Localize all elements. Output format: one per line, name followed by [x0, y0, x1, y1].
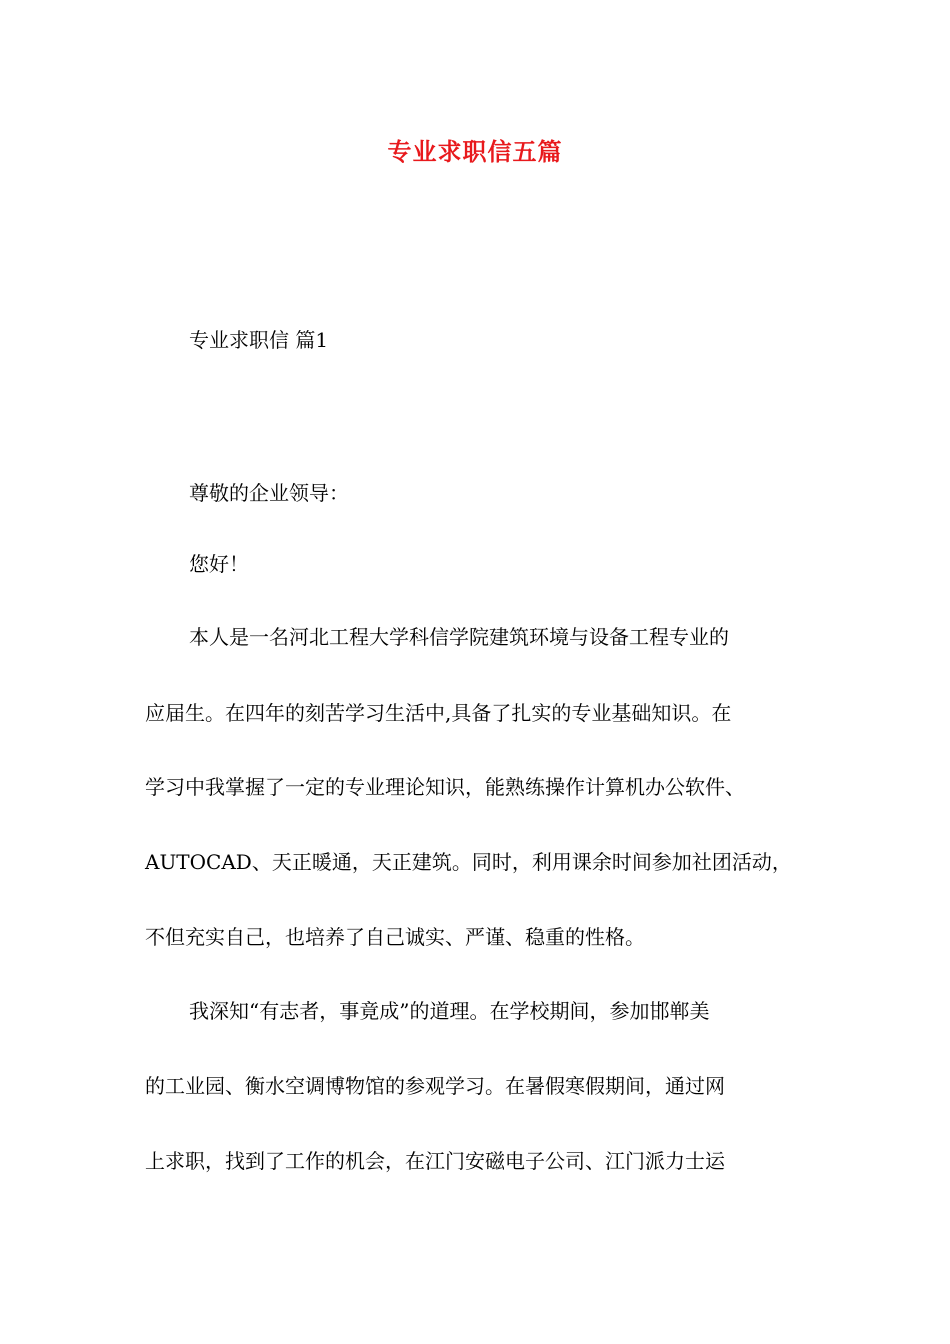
document-title: 专业求职信五篇: [387, 137, 563, 166]
greeting: 您好！: [189, 552, 249, 576]
paragraph-1-line-3: 学习中我掌握了一定的专业理论知识，能熟练操作计算机办公软件、: [145, 775, 745, 799]
paragraph-1-line-2: 应届生。在四年的刻苦学习生活中,具备了扎实的专业基础知识。在: [145, 701, 732, 725]
paragraph-2-line-1: 我深知“有志者，事竟成”的道理。在学校期间，参加邯郸美: [189, 999, 710, 1023]
paragraph-1-line-1: 本人是一名河北工程大学科信学院建筑环境与设备工程专业的: [189, 625, 729, 649]
section-heading: 专业求职信 篇1: [189, 328, 329, 352]
paragraph-2-line-2: 的工业园、衡水空调博物馆的参观学习。在暑假寒假期间，通过网: [145, 1074, 725, 1098]
salutation: 尊敬的企业领导：: [189, 481, 349, 505]
paragraph-2-line-3: 上求职，找到了工作的机会，在江门安磁电子公司、江门派力士运: [145, 1149, 725, 1173]
paragraph-1-line-5: 不但充实自己，也培养了自己诚实、严谨、稳重的性格。: [145, 925, 645, 949]
paragraph-1-line-4: AUTOCAD、天正暖通，天正建筑。同时，利用课余时间参加社团活动，: [145, 850, 792, 874]
